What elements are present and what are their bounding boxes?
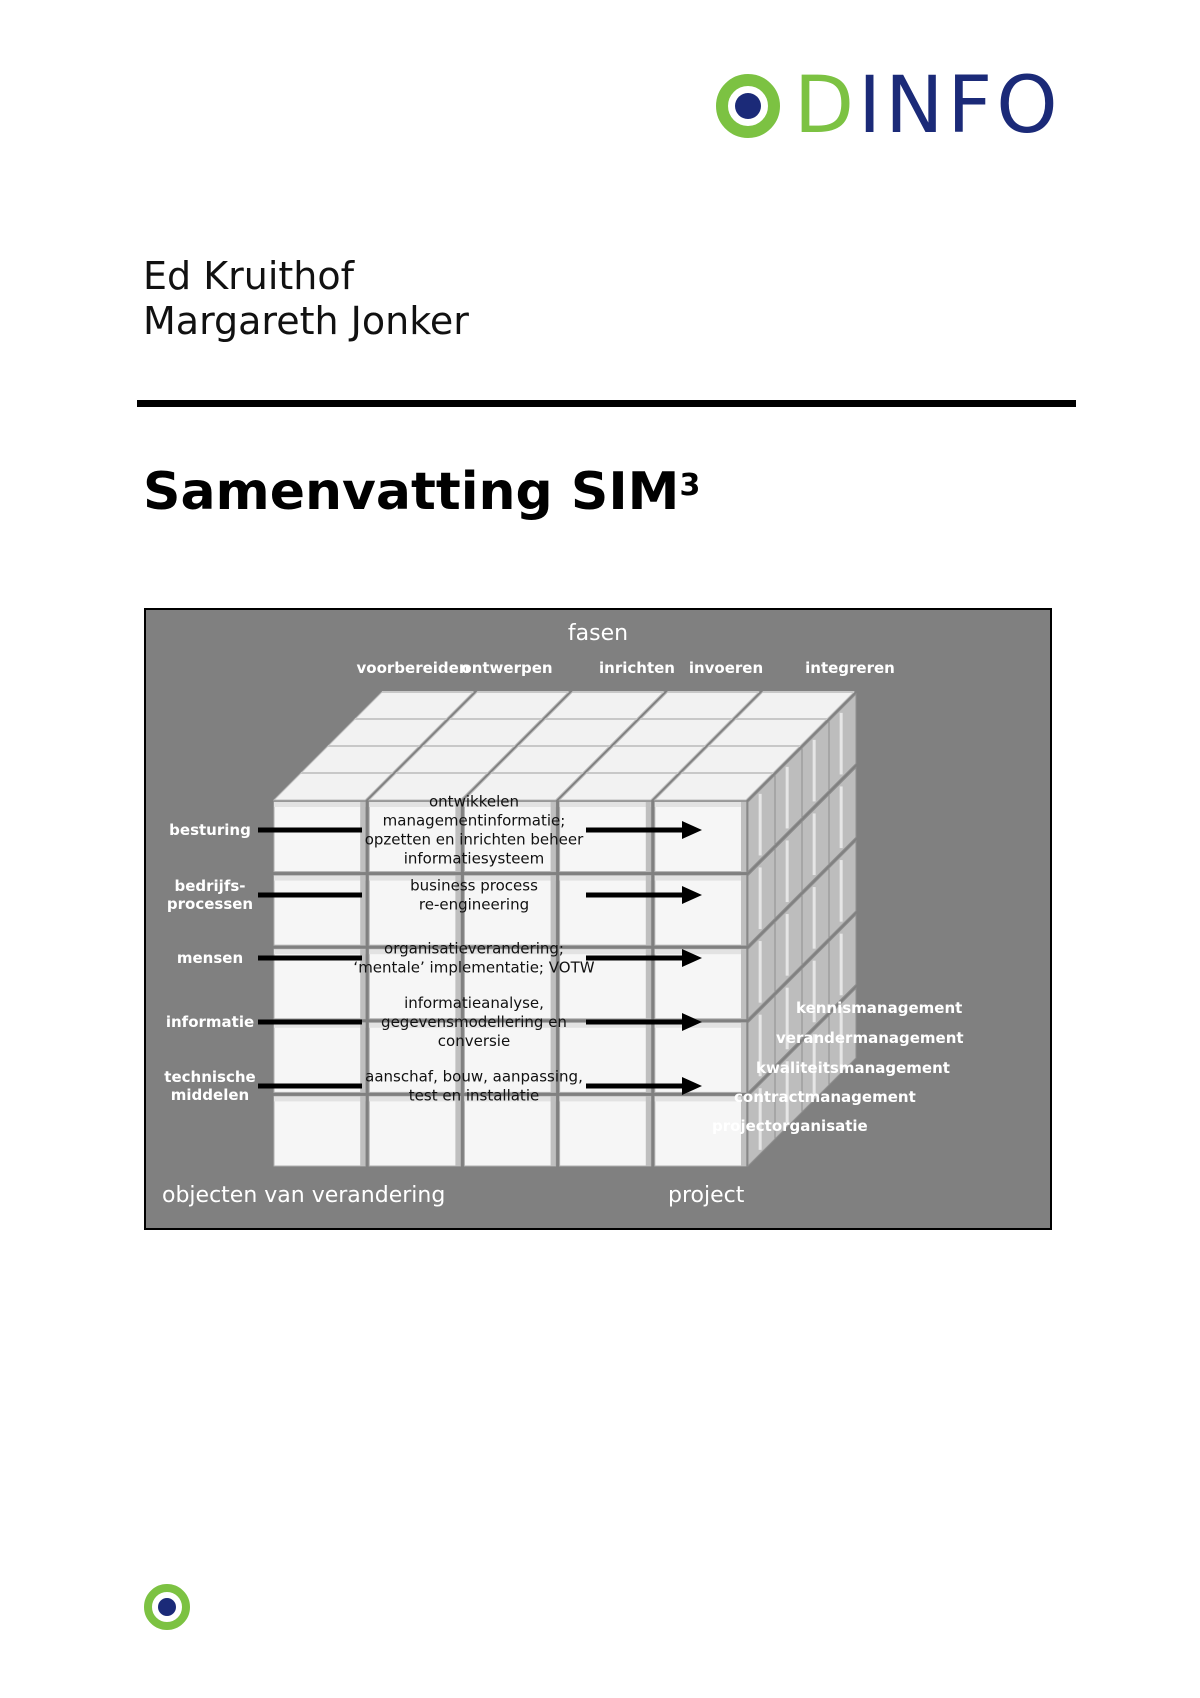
cube-cell-shadow (360, 876, 365, 946)
authors (143, 254, 469, 344)
row-description: business process (410, 876, 538, 895)
diagram-label-objecten: objecten van verandering (162, 1183, 446, 1208)
cube-cell-bevel (655, 1096, 746, 1101)
cube-cell-bevel (655, 802, 746, 807)
cube-front-cell (274, 802, 365, 872)
row-description: gegevensmodellering en (381, 1013, 567, 1031)
project-item-label: verandermanagement (776, 1029, 964, 1047)
horizontal-rule (137, 400, 1076, 407)
phase-label: voorbereiden (356, 659, 470, 677)
cube-front-cell (655, 802, 746, 872)
cube-cell-shadow (455, 1096, 460, 1166)
cube-front-cell (655, 876, 746, 946)
logo-ring-icon (716, 74, 780, 138)
footer-logo-icon (144, 1584, 190, 1630)
author-name: Ed Kruithof (143, 254, 355, 298)
cube-cell-bevel (560, 876, 651, 881)
row-description: managementinformatie; (382, 811, 566, 830)
cube-cell-bevel (655, 949, 746, 954)
row-description: informatiesysteem (403, 849, 545, 868)
sim3-cube-diagram (144, 608, 1052, 1230)
cube-front-cell (274, 1096, 365, 1166)
logo-wordmark: DINFO (794, 61, 1062, 151)
diagram-heading-fasen: fasen (567, 621, 629, 646)
cube-front-cell (369, 1096, 460, 1166)
cube-front-cell (655, 1023, 746, 1093)
phase-label: invoeren (688, 659, 764, 677)
row-description: organisatieverandering; (384, 939, 564, 958)
cube-cell-bevel (560, 802, 651, 807)
phase-label: integreren (805, 659, 895, 677)
cube-cell-bevel (274, 1096, 365, 1101)
cube-front-cell (274, 1023, 365, 1093)
row-label: besturing (169, 821, 251, 839)
row-description: test en installatie (408, 1086, 540, 1105)
page-title: Samenvatting SIM$^3$ (143, 462, 701, 522)
row-label: mensen (176, 949, 244, 967)
cube-cell-bevel (274, 802, 365, 807)
row-label: processen (166, 895, 254, 913)
cube-front-cell (560, 876, 651, 946)
cube-front-cell (560, 1096, 651, 1166)
cube-cell-bevel (655, 876, 746, 881)
phase-label: inrichten (599, 659, 675, 677)
author-name: Margareth Jonker (143, 299, 469, 343)
row-description: aanschaf, bouw, aanpassing, (365, 1067, 583, 1086)
cube-cell-shadow (741, 802, 746, 872)
cube-cell-shadow (741, 876, 746, 946)
cube-cell-bevel (560, 1096, 651, 1101)
cube-cell-bevel (274, 949, 365, 954)
cube-cell-shadow (646, 1096, 651, 1166)
row-description: ‘mentale’ implementatie; VOTW (353, 958, 595, 977)
odinfo-logo (716, 61, 1076, 151)
row-description: conversie (437, 1032, 511, 1050)
project-item-label: kennismanagement (796, 999, 963, 1017)
row-label: informatie (165, 1013, 255, 1031)
row-label: technische (164, 1068, 256, 1086)
row-description: informatieanalyse, (404, 994, 544, 1012)
cube-cell-bevel (274, 876, 365, 881)
cube-front-cell (274, 876, 365, 946)
project-item-label: projectorganisatie (712, 1117, 868, 1135)
cube-front-cell (464, 1096, 555, 1166)
cube-cell-shadow (551, 876, 556, 946)
diagram-label-project: project (668, 1183, 745, 1208)
cube-cell-shadow (646, 876, 651, 946)
row-label: middelen (170, 1086, 250, 1104)
project-item-label: kwaliteitsmanagement (756, 1059, 950, 1077)
cube-cell-shadow (646, 1023, 651, 1093)
row-label: bedrijfs- (174, 877, 246, 895)
row-description: opzetten en inrichten beheer (364, 830, 584, 849)
cube-cell-shadow (646, 802, 651, 872)
phase-label: ontwerpen (461, 659, 553, 677)
cube-cell-bevel (560, 949, 651, 954)
row-description: re-engineering (418, 895, 530, 914)
cube-cell-shadow (741, 949, 746, 1019)
cube-cell-shadow (741, 1023, 746, 1093)
project-item-label: contractmanagement (734, 1088, 916, 1106)
cube-cell-shadow (360, 1096, 365, 1166)
cube-cell-shadow (551, 1096, 556, 1166)
row-description: ontwikkelen (429, 792, 519, 811)
